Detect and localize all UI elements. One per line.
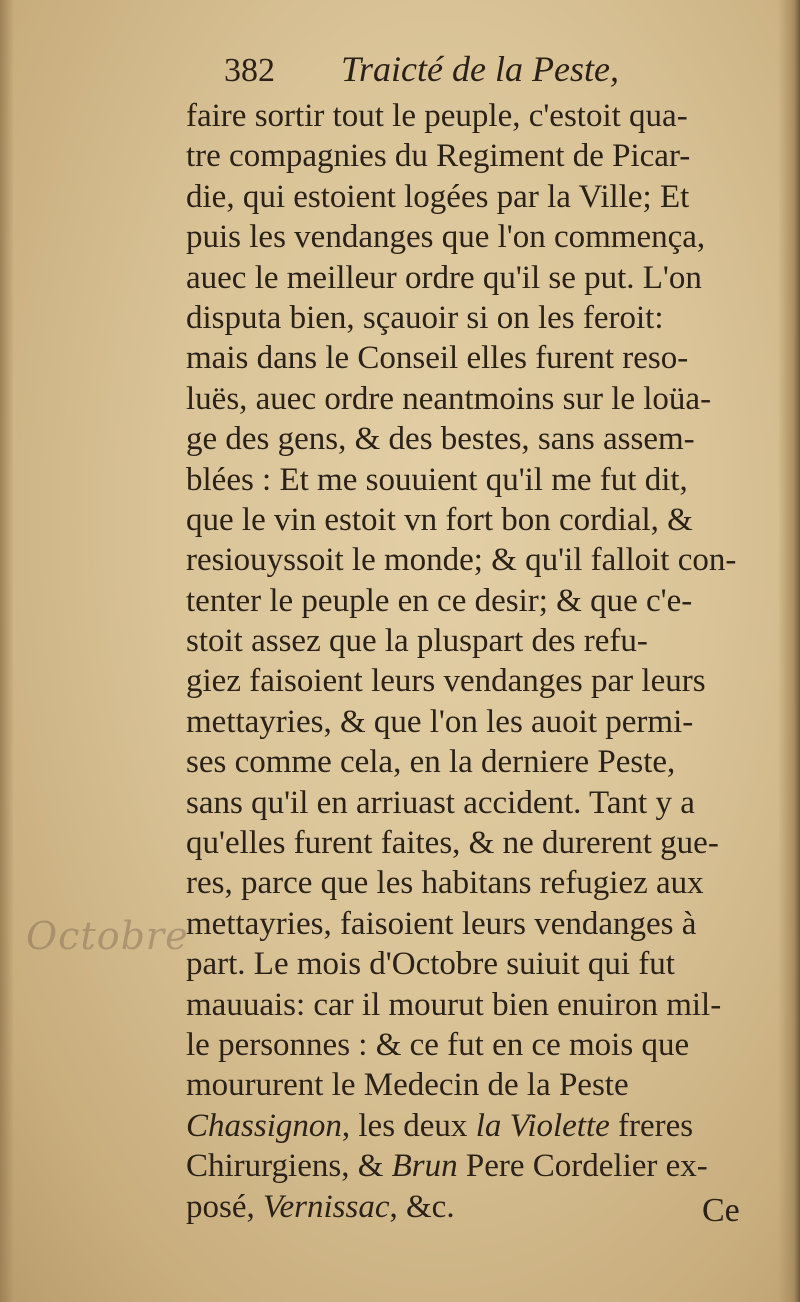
text-line [186, 621, 796, 661]
text-line [186, 823, 796, 863]
text-segment: resiouyssoit le monde; & qu'il falloit con- [186, 542, 737, 579]
text-segment: Pere Cordelier ex- [457, 1148, 708, 1185]
text-segment: ses comme cela, en la derniere Peste, [186, 744, 676, 781]
page-header [196, 48, 696, 98]
text-line [186, 96, 796, 136]
text-line [186, 136, 796, 176]
text-line [186, 1025, 796, 1065]
text-line [186, 661, 796, 701]
text-segment: Chirurgiens, & [186, 1148, 392, 1185]
text-segment: , &c. [389, 1188, 455, 1225]
text-line [186, 419, 796, 459]
text-segment: sans qu'il en arriuast accident. Tant y a [186, 784, 695, 821]
text-segment: tenter le peuple en ce desir; & que c'e- [186, 582, 693, 619]
text-segment: luës, auec ordre neantmoins sur le loüa- [186, 380, 712, 417]
text-segment: res, parce que les habitans refugiez aux [186, 865, 704, 902]
text-segment: qu'elles furent faites, & ne durerent gue- [186, 825, 719, 862]
text-line [186, 540, 796, 580]
text-line [186, 944, 796, 984]
text-line [186, 702, 796, 742]
text-line [186, 1065, 796, 1105]
text-line [186, 863, 796, 903]
catchword: Ce [702, 1192, 740, 1229]
text-line [186, 783, 796, 823]
text-segment: stoit assez que la pluspart des refu- [186, 623, 648, 660]
text-segment: part. Le mois d'Octobre suiuit qui fut [186, 946, 675, 983]
text-line [186, 460, 796, 500]
text-line [186, 298, 796, 338]
text-segment: puis les vendanges que l'on commença, [186, 219, 706, 256]
text-segment: mettayries, & que l'on les auoit permi- [186, 703, 694, 740]
margin-note: Octobre [26, 914, 189, 958]
text-segment: auec le meilleur ordre qu'il se put. L'on [186, 259, 702, 296]
body-text [186, 96, 796, 1227]
text-segment: le personnes : & ce fut en ce mois que [186, 1026, 690, 1063]
text-line [186, 1146, 796, 1186]
text-segment: moururent le Medecin de la Peste [186, 1067, 629, 1104]
text-segment: ge des gens, & des bestes, sans assem- [186, 421, 695, 458]
text-segment: blées : Et me souuient qu'il me fut dit, [186, 461, 688, 498]
italic-name: Chassignon [186, 1107, 342, 1144]
text-segment: que le vin estoit vn fort bon cordial, & [186, 501, 693, 538]
text-line [186, 338, 796, 378]
text-segment: tre compagnies du Regiment de Picar- [186, 138, 691, 175]
italic-name: la Violette [475, 1107, 610, 1144]
text-line [186, 177, 796, 217]
text-segment: giez faisoient leurs vendanges par leurs [186, 663, 706, 700]
text-segment: , les deux [341, 1107, 476, 1144]
text-line [186, 379, 796, 419]
text-line [186, 985, 796, 1025]
text-segment: faire sortir tout le peuple, c'estoit qua- [186, 98, 688, 134]
italic-name: Vernissac [263, 1188, 390, 1225]
text-segment: posé, [186, 1188, 263, 1225]
page-left-edge-shadow [0, 0, 14, 1302]
text-line [186, 581, 796, 621]
running-title: Traicté de la Peste, [341, 49, 619, 89]
text-line [186, 500, 796, 540]
text-segment: mettayries, faisoient leurs vendanges à [186, 905, 697, 942]
text-segment: freres [609, 1107, 694, 1144]
text-line [186, 904, 796, 944]
italic-name: Brun [391, 1148, 458, 1185]
text-line [186, 742, 796, 782]
text-line [186, 1106, 796, 1146]
text-segment: disputa bien, sçauoir si on les feroit: [186, 299, 664, 336]
text-segment: die, qui estoient logées par la Ville; Et [186, 178, 690, 215]
text-line [186, 217, 796, 257]
text-segment: mais dans le Conseil elles furent reso- [186, 340, 689, 377]
text-segment: mauuais: car il mourut bien enuiron mil- [186, 986, 722, 1023]
text-line [186, 258, 796, 298]
page-number: 382 [224, 52, 275, 89]
